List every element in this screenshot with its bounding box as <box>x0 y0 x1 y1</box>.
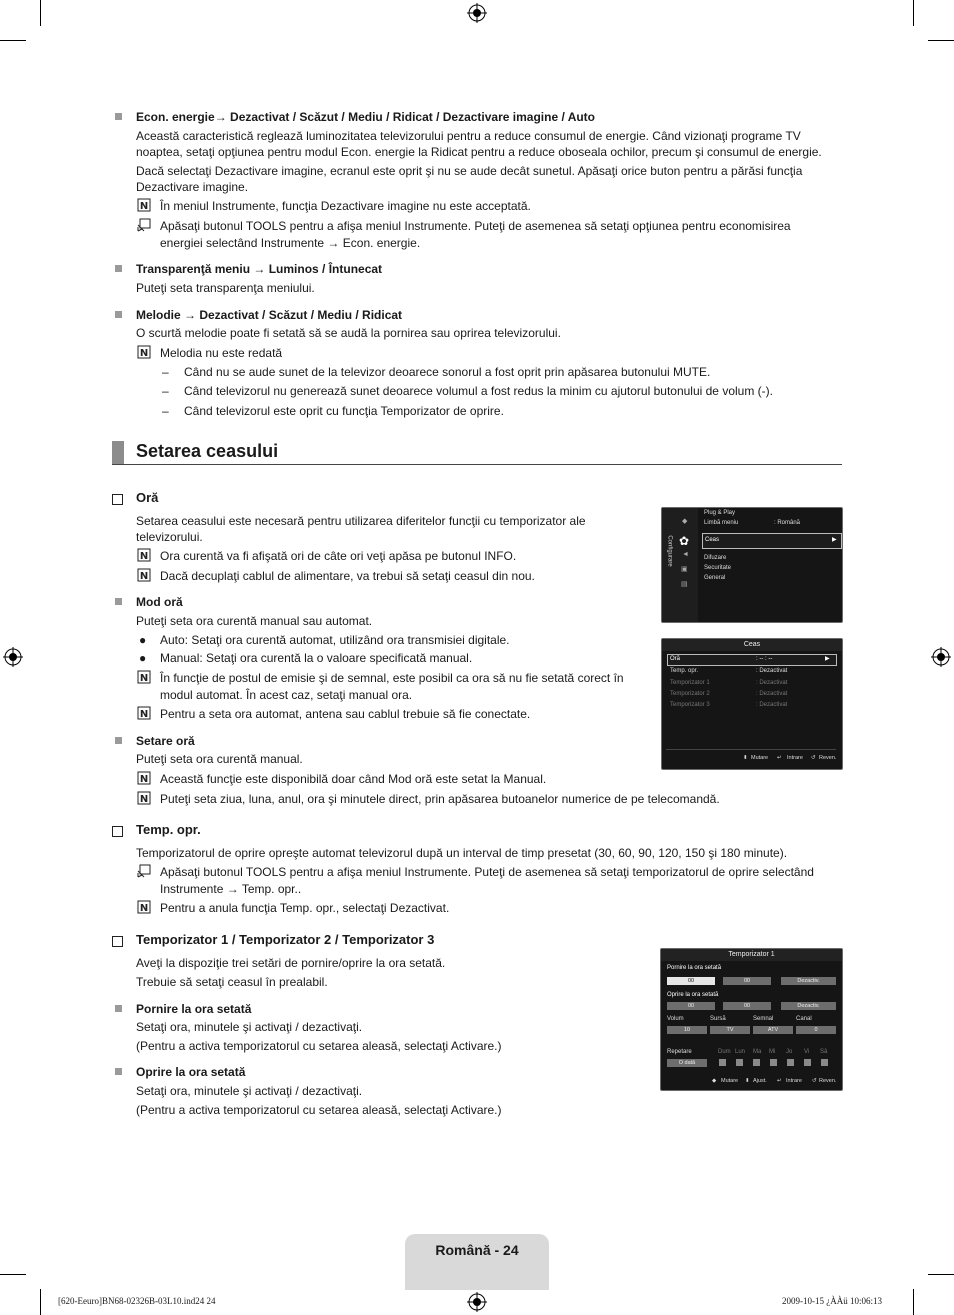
econ-desc-4: Dezactivare imagine. <box>136 180 249 194</box>
econ-desc-3: Dacă selectaţi Dezactivare imagine, ecranul este oprit şi nu se aude decât sunetul. Apăsaţi orice buton pentru a părăsi funcţia <box>136 164 803 178</box>
clock-menu-title: Ceas <box>662 639 842 651</box>
melodie-desc: O scurtă melodie poate fi setată să se audă la pornirea sau oprirea televizorului. <box>136 326 561 340</box>
setareora-n1: Această funcţie este disponibilă doar când Mod oră este setat la Manual. <box>160 772 547 786</box>
svg-text:N: N <box>139 551 149 562</box>
econ-tools-1: Apăsaţi butonul TOOLS pentru a afişa meniul Instrumente. Puteţi de asemenea să setaţi opţiunea pentru economisirea <box>160 219 791 233</box>
menu-item-broadcast[interactable]: Difuzare <box>704 555 727 561</box>
day-mon-checkbox[interactable] <box>736 1059 743 1066</box>
footer-enter: Intrare <box>787 755 803 761</box>
econ-tools-2: energiei selectând Instrumente → Econ. energie. <box>160 236 421 250</box>
menu-item-security[interactable]: Securitate <box>704 565 732 571</box>
temporizator-d1: Aveţi la dispoziţie trei setări de pornire/oprire la ora setată. <box>136 956 446 970</box>
svg-text:N: N <box>139 571 149 582</box>
registration-mark-top <box>467 3 487 23</box>
svg-text:N: N <box>139 673 149 684</box>
clock-row-sleep-value: : Dezactivat <box>756 668 788 674</box>
oprire-d2: (Pentru a activa temporizatorul cu setarea aleasă, selectaţi Activare.) <box>136 1103 502 1117</box>
note-icon <box>137 198 151 212</box>
registration-mark-left <box>3 647 23 667</box>
modora-n2: Pentru a seta ora automat, antena sau cablul trebuie să fie conectate. <box>160 707 531 721</box>
menu-item-clock-highlight[interactable] <box>702 533 842 549</box>
pornire-title: Pornire la ora setată <box>136 1002 252 1016</box>
tools-icon <box>137 218 151 232</box>
menu-item-general[interactable]: General <box>704 575 726 581</box>
clock-row-timer3-label[interactable]: Temporizator 3 <box>670 702 710 708</box>
bullet-square <box>115 1068 122 1075</box>
setareora-title: Setare oră <box>136 734 195 748</box>
day-sat-checkbox[interactable] <box>821 1059 828 1066</box>
svg-text:N: N <box>139 774 149 785</box>
checkbox-bullet <box>112 494 123 505</box>
tempopr-n1: Pentru a anula funcţia Temp. opr., selectaţi Dezactivat. <box>160 901 450 915</box>
modora-n1b: modul automat. În acest caz, setaţi manual ora. <box>160 688 413 702</box>
pornire-d1: Setaţi ora, minutele şi activaţi / dezactivaţi. <box>136 1020 363 1034</box>
print-footer-right: 2009-10-15 ¿ÀÀü 10:06:13 <box>782 1296 882 1306</box>
day-mon: Lun <box>735 1049 746 1055</box>
timer-source-label: Sursă <box>710 1016 726 1022</box>
setareora-desc: Puteţi seta ora curentă manual. <box>136 752 303 766</box>
timer-on-activate[interactable]: Dezactiv. <box>781 977 836 985</box>
day-sun: Dum <box>718 1049 731 1055</box>
modora-auto: Auto: Setaţi ora curentă automat, utilizând ora transmisiei digitale. <box>160 633 510 647</box>
footer-adjust: Ajust. <box>753 1078 767 1084</box>
setareora-n2: Puteţi seta ziua, luna, anul, ora şi minutele direct, prin apăsarea butoanelor numerice de pe telecomandă. <box>160 792 720 806</box>
clock-footer-line <box>666 749 836 750</box>
bullet-square <box>115 598 122 605</box>
clock-row-timer2-label[interactable]: Temporizator 2 <box>670 691 710 697</box>
note-icon <box>137 345 151 359</box>
timer-repeat-label: Repetare <box>667 1049 692 1055</box>
enter-icon: ↵ <box>777 755 782 761</box>
timer-on-minute[interactable]: 00 <box>723 977 771 985</box>
timer-off-minute[interactable]: 00 <box>723 1002 771 1010</box>
dot-bullet: ● <box>139 651 147 665</box>
checkbox-bullet <box>112 936 123 947</box>
menu-item-language[interactable]: Limbă meniu <box>704 520 739 526</box>
ora-title: Oră <box>136 490 159 505</box>
sound-icon: ◄ <box>682 551 689 558</box>
timer-off-activate[interactable]: Dezactiv. <box>781 1002 836 1010</box>
day-wed: Mi <box>769 1049 776 1055</box>
clock-row-timer1-label[interactable]: Temporizator 1 <box>670 680 710 686</box>
modora-n1a: În funcţie de postul de emisie şi de semnal, este posibil ca ora să nu fie setată corect în <box>160 671 624 685</box>
dash-bullet: – <box>162 365 169 379</box>
footer-move: Mutare <box>721 1078 739 1084</box>
day-sun-checkbox[interactable] <box>719 1059 726 1066</box>
tools-icon <box>137 864 151 878</box>
day-thu: Jo <box>786 1049 793 1055</box>
timer-repeat-value[interactable]: O dată <box>667 1059 707 1067</box>
ora-d2: televizorului. <box>136 530 203 544</box>
oprire-d1: Setaţi ora, minutele şi activaţi / dezactivaţi. <box>136 1084 363 1098</box>
day-thu-checkbox[interactable] <box>787 1059 794 1066</box>
clock-row-highlight[interactable] <box>667 654 837 666</box>
day-wed-checkbox[interactable] <box>770 1059 777 1066</box>
return-icon: ↺ <box>812 1078 817 1084</box>
arrow-right-icon: ▶ <box>832 537 837 543</box>
transp-desc: Puteţi seta transparenţa meniului. <box>136 281 315 295</box>
bullet-square <box>115 737 122 744</box>
timer-channel-value[interactable]: 0 <box>796 1026 836 1034</box>
temporizator-title: Temporizator 1 / Temporizator 2 / Temporizator 3 <box>136 932 435 947</box>
heading-bar <box>112 441 124 464</box>
melodie-d2: Când televizorul nu generează sunet deoarece volumul a fost redus la minim cu ajutorul butonului de volum (-). <box>184 384 773 398</box>
clock-row-sleep-label[interactable]: Temp. opr. <box>670 668 699 674</box>
timer-off-hour[interactable]: 00 <box>667 1002 715 1010</box>
tempopr-t2: Instrumente → Temp. opr.. <box>160 882 302 896</box>
melodie-title: Melodie → Dezactivat / Scăzut / Mediu / Ridicat <box>136 308 403 322</box>
timer-signal-value[interactable]: ATV <box>753 1026 793 1034</box>
page-title: Setarea ceasului <box>136 441 279 461</box>
return-icon: ↺ <box>811 755 816 761</box>
temporizator-d2: Trebuie să setaţi ceasul în prealabil. <box>136 975 328 989</box>
setup-side-label: Configurare <box>666 535 673 567</box>
melodie-d3: Când televizorul este oprit cu funcţia Temporizator de oprire. <box>184 404 504 418</box>
tempopr-desc: Temporizatorul de oprire opreşte automat televizorul după un interval de timp presetat (30, 60, 90, 120, 150 şi 180 minute). <box>136 846 788 860</box>
bullet-square <box>115 113 122 120</box>
timer-volume-label: Volum <box>667 1016 684 1022</box>
tv-setup-menu <box>661 507 843 623</box>
ora-n2: Dacă decuplaţi cablul de alimentare, va trebui să setaţi ceasul din nou. <box>160 569 535 583</box>
econ-desc-1: Această caracteristică reglează luminozitatea televizorului pentru a reduce consumul de energie. Când vizionaţi programe TV <box>136 129 801 143</box>
bullet-square <box>115 1005 122 1012</box>
footer-move: Mutare <box>751 755 769 761</box>
dot-bullet: ● <box>139 633 147 647</box>
modora-title: Mod oră <box>136 595 183 609</box>
note-icon <box>137 791 151 805</box>
modora-manual: Manual: Setaţi ora curentă la o valoare specificată manual. <box>160 651 473 665</box>
setup-gear-icon: ✿ <box>679 534 690 548</box>
timer-volume-value[interactable]: 10 <box>667 1026 707 1034</box>
oprire-title: Oprire la ora setată <box>136 1065 246 1079</box>
enter-icon: ↵ <box>777 1078 782 1084</box>
clock-row-time-label[interactable]: Oră <box>670 656 681 662</box>
clock-row-time-value: : -- : -- <box>756 656 773 662</box>
bullet-square <box>115 265 122 272</box>
registration-mark-bottom <box>467 1292 487 1312</box>
picture-icon: ◆ <box>682 518 688 525</box>
tv-timer-menu <box>660 948 843 1091</box>
dash-bullet: – <box>162 404 169 418</box>
language-value: : Română <box>774 520 801 526</box>
note-icon <box>137 900 151 914</box>
arrow-right-icon: ▶ <box>825 656 830 662</box>
move-lr-icon: ◆ <box>712 1078 717 1084</box>
tempopr-t1: Apăsaţi butonul TOOLS pentru a afişa meniul Instrumente. Puteţi de asemenea să setaţi temporizatorul de oprire selectând <box>160 865 814 879</box>
footer-enter: Intrare <box>786 1078 802 1084</box>
svg-text:N: N <box>139 794 149 805</box>
transp-title: Transparenţă meniu → Luminos / Întunecat <box>136 262 383 276</box>
input-icon: ▤ <box>681 581 688 588</box>
dash-bullet: – <box>162 384 169 398</box>
tv-clock-menu <box>661 638 843 770</box>
page-number: Română - 24 <box>435 1242 519 1258</box>
ora-n1: Ora curentă va fi afişată ori de câte ori veţi apăsa pe butonul INFO. <box>160 549 517 563</box>
svg-text:N: N <box>139 709 149 720</box>
day-sat: Sâ <box>820 1049 828 1055</box>
day-tue-checkbox[interactable] <box>753 1059 760 1066</box>
adjust-icon: ⬍ <box>745 1078 750 1084</box>
note-icon <box>137 771 151 785</box>
bullet-square <box>115 311 122 318</box>
registration-mark-right <box>931 647 951 667</box>
footer-return: Reven. <box>819 755 837 761</box>
ora-d1: Setarea ceasului este necesară pentru utilizarea diferitelor funcţii cu temporizator ale <box>136 514 586 528</box>
svg-text:N: N <box>139 348 149 359</box>
day-fri-checkbox[interactable] <box>804 1059 811 1066</box>
clock-row-timer1-value: : Dezactivat <box>756 680 788 686</box>
timer-source-value[interactable]: TV <box>710 1026 750 1034</box>
day-tue: Ma <box>753 1049 762 1055</box>
move-icon: ⬍ <box>743 755 748 761</box>
timer-signal-label: Semnal <box>753 1016 774 1022</box>
note-icon <box>137 670 151 684</box>
timer-menu-title: Temporizator 1 <box>661 949 842 961</box>
timer-off-label: Oprire la ora setată <box>667 992 719 998</box>
melodie-note: Melodia nu este redată <box>160 346 283 360</box>
note-icon <box>137 568 151 582</box>
note-icon <box>137 548 151 562</box>
clock-row-timer2-value: : Dezactivat <box>756 691 788 697</box>
menu-item-clock[interactable]: Ceas <box>705 537 720 543</box>
note-icon <box>137 706 151 720</box>
menu-item-plug-play[interactable]: Plug & Play <box>704 510 736 516</box>
svg-text:N: N <box>139 201 149 212</box>
print-footer-left: [620-Eeuro]BN68-02326B-03L10.ind24 24 <box>58 1296 216 1306</box>
footer-return: Reven. <box>819 1078 837 1084</box>
tempopr-title: Temp. opr. <box>136 822 201 837</box>
heading-underline <box>112 464 842 465</box>
channel-icon: ▣ <box>681 566 688 573</box>
econ-title: Econ. energie→ Dezactivat / Scăzut / Mediu / Ridicat / Dezactivare imagine / Auto <box>136 110 596 124</box>
clock-row-timer3-value: : Dezactivat <box>756 702 788 708</box>
econ-note: În meniul Instrumente, funcţia Dezactivare imagine nu este acceptată. <box>160 199 531 213</box>
day-fri: Vi <box>804 1049 810 1055</box>
modora-desc: Puteţi seta ora curentă manual sau automat. <box>136 614 373 628</box>
timer-on-label: Pornire la ora setată <box>667 965 722 971</box>
svg-text:N: N <box>139 903 149 914</box>
checkbox-bullet <box>112 826 123 837</box>
econ-desc-2: noaptea, setaţi opţiunea pentru modul Econ. energie la Ridicat pentru a reduce oboseala ochilor, precum şi consumul de energie. <box>136 145 822 159</box>
timer-channel-label: Canal <box>796 1016 812 1022</box>
melodie-d1: Când nu se aude sunet de la televizor deoarece sonorul a fost oprit prin apăsarea butonului MUTE. <box>184 365 711 379</box>
pornire-d2: (Pentru a activa temporizatorul cu setarea aleasă, selectaţi Activare.) <box>136 1039 502 1053</box>
timer-on-hour[interactable]: 00 <box>667 977 715 985</box>
